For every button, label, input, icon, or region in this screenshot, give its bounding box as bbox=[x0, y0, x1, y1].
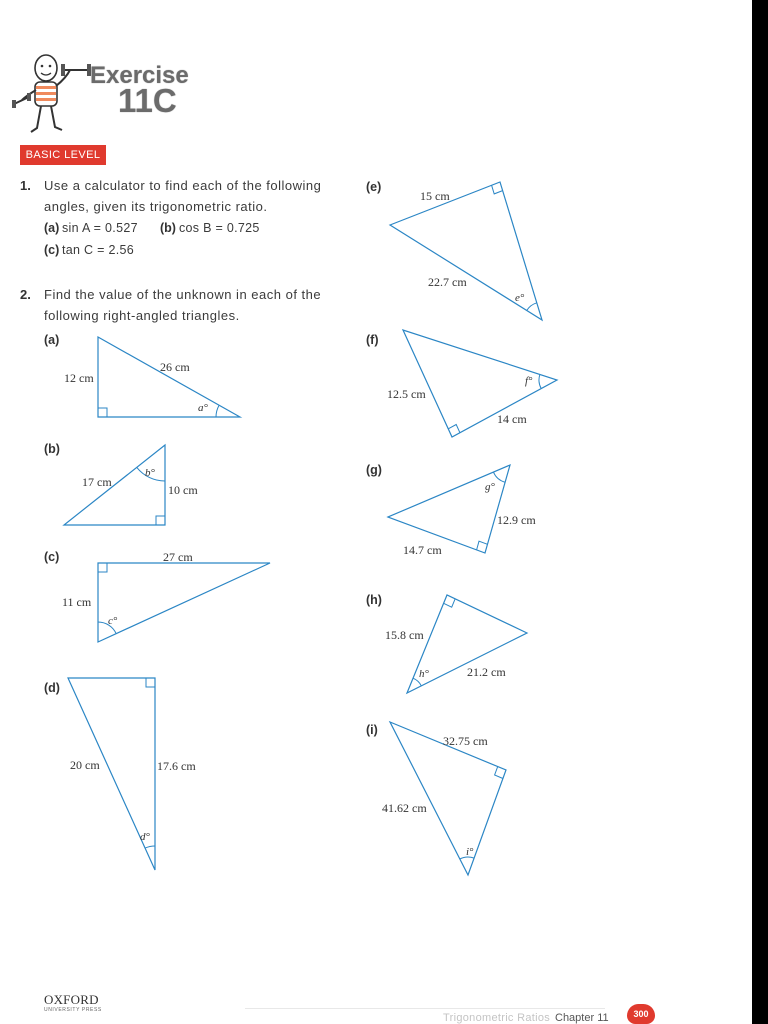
footer-divider bbox=[245, 1008, 605, 1009]
angle-arc bbox=[493, 472, 505, 482]
side-label: 26 cm bbox=[160, 360, 190, 374]
question-number: 1. bbox=[20, 178, 31, 193]
angle-label: c° bbox=[108, 615, 118, 627]
footer-chapter: Chapter 11 bbox=[555, 1012, 609, 1024]
angle-label: b° bbox=[145, 467, 155, 479]
question-text: Use a calculator to find each of the following bbox=[44, 178, 322, 193]
angle-label: i° bbox=[466, 846, 474, 858]
triangle-outline bbox=[403, 330, 557, 437]
side-label: 32.75 cm bbox=[443, 734, 488, 748]
question-number: 2. bbox=[20, 287, 31, 302]
side-label: 11 cm bbox=[62, 595, 92, 609]
screen-edge bbox=[752, 0, 768, 1024]
side-label: 27 cm bbox=[163, 550, 193, 564]
right-angle-marker bbox=[146, 678, 155, 687]
publisher-subtitle: UNIVERSITY PRESS bbox=[44, 1007, 102, 1013]
triangle-part-label: (a) bbox=[44, 333, 60, 347]
triangle-outline bbox=[388, 465, 510, 553]
exercise-heading: Exercise bbox=[90, 62, 189, 89]
side-label: 22.7 cm bbox=[428, 275, 467, 289]
side-label: 15.8 cm bbox=[385, 628, 424, 642]
side-label: 17 cm bbox=[82, 475, 112, 489]
question-text: following right-angled triangles. bbox=[44, 308, 240, 323]
exercise-number: 11C bbox=[118, 82, 177, 119]
side-label: 12 cm bbox=[64, 371, 94, 385]
part-text: sin A = 0.527 bbox=[62, 221, 138, 235]
angle-label: d° bbox=[140, 831, 150, 843]
triangle-part-label: (g) bbox=[366, 463, 382, 477]
triangle-part-label: (f) bbox=[366, 333, 379, 347]
side-label: 12.5 cm bbox=[387, 387, 426, 401]
angle-arc bbox=[145, 846, 155, 848]
triangle-outline bbox=[64, 445, 165, 525]
angle-label: g° bbox=[485, 481, 495, 493]
angle-arc bbox=[539, 374, 541, 388]
triangle-part-label: (c) bbox=[44, 550, 60, 564]
triangle-shapes bbox=[64, 182, 557, 875]
triangle-labels bbox=[62, 189, 536, 858]
question-text: angles, given its trigonometric ratio. bbox=[44, 199, 268, 214]
triangle-f bbox=[403, 330, 557, 437]
triangle-g bbox=[388, 465, 510, 553]
triangle-part-label: (i) bbox=[366, 723, 378, 737]
angle-label: a° bbox=[198, 402, 208, 414]
part-label: (c) bbox=[44, 243, 60, 257]
triangle-part-label: (h) bbox=[366, 593, 382, 607]
question-text: Find the value of the unknown in each of the bbox=[44, 287, 322, 302]
part-text: cos B = 0.725 bbox=[179, 221, 260, 235]
triangle-part-label: (d) bbox=[44, 681, 60, 695]
right-angle-marker bbox=[98, 563, 107, 572]
side-label: 10 cm bbox=[168, 483, 198, 497]
triangle-a bbox=[98, 337, 240, 417]
angle-label: e° bbox=[515, 292, 525, 304]
right-angle-marker bbox=[98, 408, 107, 417]
footer-topic: Trigonometric Ratios bbox=[443, 1012, 551, 1024]
angle-label: f° bbox=[525, 375, 533, 387]
side-label: 12.9 cm bbox=[497, 513, 536, 527]
right-angle-marker bbox=[156, 516, 165, 525]
side-label: 14.7 cm bbox=[403, 543, 442, 557]
triangle-part-label: (e) bbox=[366, 180, 382, 194]
angle-arc bbox=[216, 405, 219, 417]
angle-arc bbox=[527, 303, 537, 311]
side-label: 41.62 cm bbox=[382, 801, 427, 815]
side-label: 20 cm bbox=[70, 758, 100, 772]
publisher-logo: OXFORD bbox=[44, 992, 99, 1007]
triangle-c bbox=[98, 563, 270, 642]
side-label: 15 cm bbox=[420, 189, 450, 203]
part-label: (a) bbox=[44, 221, 60, 235]
part-label: (b) bbox=[160, 221, 176, 235]
side-label: 21.2 cm bbox=[467, 665, 506, 679]
level-badge: BASIC LEVEL bbox=[20, 145, 106, 165]
triangle-outline bbox=[98, 563, 270, 642]
triangle-part-label: (b) bbox=[44, 442, 60, 456]
part-text: tan C = 2.56 bbox=[62, 243, 135, 257]
page-number-badge: 300 bbox=[627, 1004, 655, 1024]
side-label: 17.6 cm bbox=[157, 759, 196, 773]
side-label: 14 cm bbox=[497, 412, 527, 426]
angle-label: h° bbox=[419, 668, 429, 680]
triangle-b bbox=[64, 445, 165, 525]
